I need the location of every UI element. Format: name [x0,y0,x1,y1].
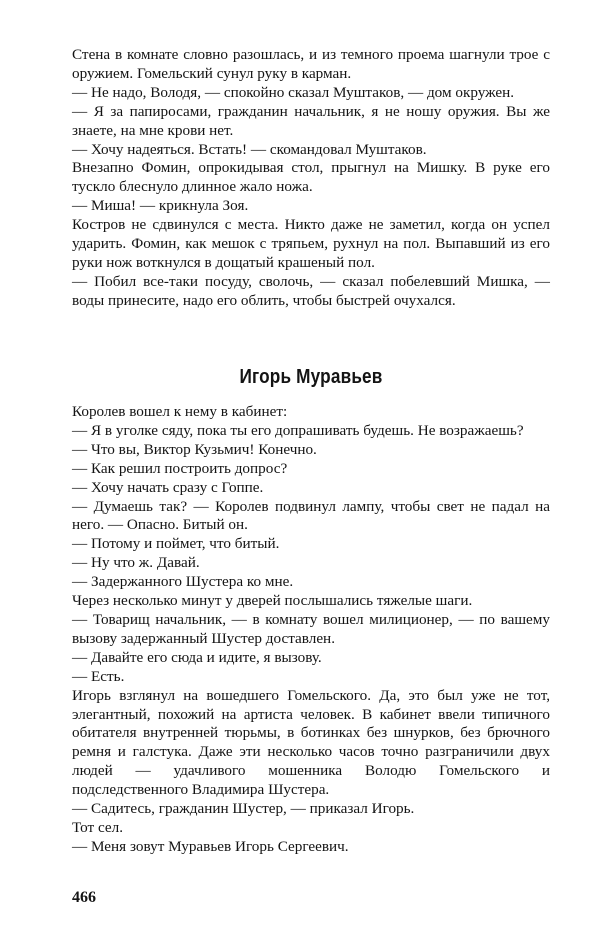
paragraph: Костров не сдвинулся с места. Никто даже не заметил, когда он успел ударить. Фомин, как мешок с тряпьем, рухнул на пол. Выпавший из его руки нож воткнулся в дощатый крашеный пол. [72,216,550,271]
paragraph: Игорь взглянул на вошедшего Гомельского. Да, это был уже не тот, элегантный, похожий на артиста человек. В кабинет ввели типичного обитателя внутренней тюрьмы, в ботинках без шнурков, без брючного ремня и галстука. Даже эти несколько часов точно разграничили двух людей — удачливого мошенника Володю Гомельского и подследственного Владимира Шустера. [72,686,550,799]
paragraph: — Думаешь так? — Королев подвинул лампу, чтобы свет не падал на него. — Опасно. Битый он. [72,497,550,534]
paragraph: — Ну что ж. Давай. [72,554,200,572]
paragraph: — Давайте его сюда и идите, я вызову. [72,648,322,666]
paragraph: — Что вы, Виктор Кузьмич! Конечно. [72,440,317,458]
paragraph: — Есть. [72,667,125,685]
paragraph: — Как решил построить допрос? [72,459,288,477]
text-block-after-heading [72,403,550,857]
paragraph: — Миша! — крикнула Зоя. [72,197,249,215]
paragraph: — Хочу надеяться. Встать! — скомандовал Муштаков. [72,140,427,158]
paragraph: Через несколько минут у дверей послышались тяжелые шаги. [72,592,473,610]
paragraph: Королев вошел к нему в кабинет: [72,403,288,420]
paragraph: — Не надо, Володя, — спокойно сказал Муштаков, — дом окружен. [72,83,515,101]
text-block-before-heading [72,46,550,311]
paragraph: Стена в комнате словно разошлась, и из темного проема шагнули трое с оружием. Гомельский сунул руку в карман. [72,46,550,82]
paragraph: Тот сел. [72,818,124,836]
paragraph: — Побил все-таки посуду, сволочь, — сказал побелевший Мишка, — воды принесите, надо его облить, чтобы быстрей очухался. [72,272,550,309]
paragraph: — Хочу начать сразу с Гоппе. [72,478,264,496]
paragraph: — Я за папиросами, гражданин начальник, я не ношу оружия. Вы же знаете, на мне крови нет. [72,102,550,139]
page-number: 466 [72,889,96,906]
paragraph: — Потому и поймет, что битый. [72,535,280,553]
chapter-heading: Игорь Муравьев [239,366,383,388]
paragraph: — Товарищ начальник, — в комнату вошел милиционер, — по вашему вызову задержанный Шустер доставлен. [72,610,550,647]
paragraph: Внезапно Фомин, опрокидывая стол, прыгнул на Мишку. В руке его тускло блеснуло длинное жало ножа. [72,159,550,196]
paragraph: — Задержанного Шустера ко мне. [72,573,294,591]
paragraph: — Садитесь, гражданин Шустер, — приказал Игорь. [72,800,415,818]
paragraph: — Я в уголке сяду, пока ты его допрашивать будешь. Не возражаешь? [72,421,524,439]
paragraph: — Меня зовут Муравьев Игорь Сергеевич. [72,837,349,855]
